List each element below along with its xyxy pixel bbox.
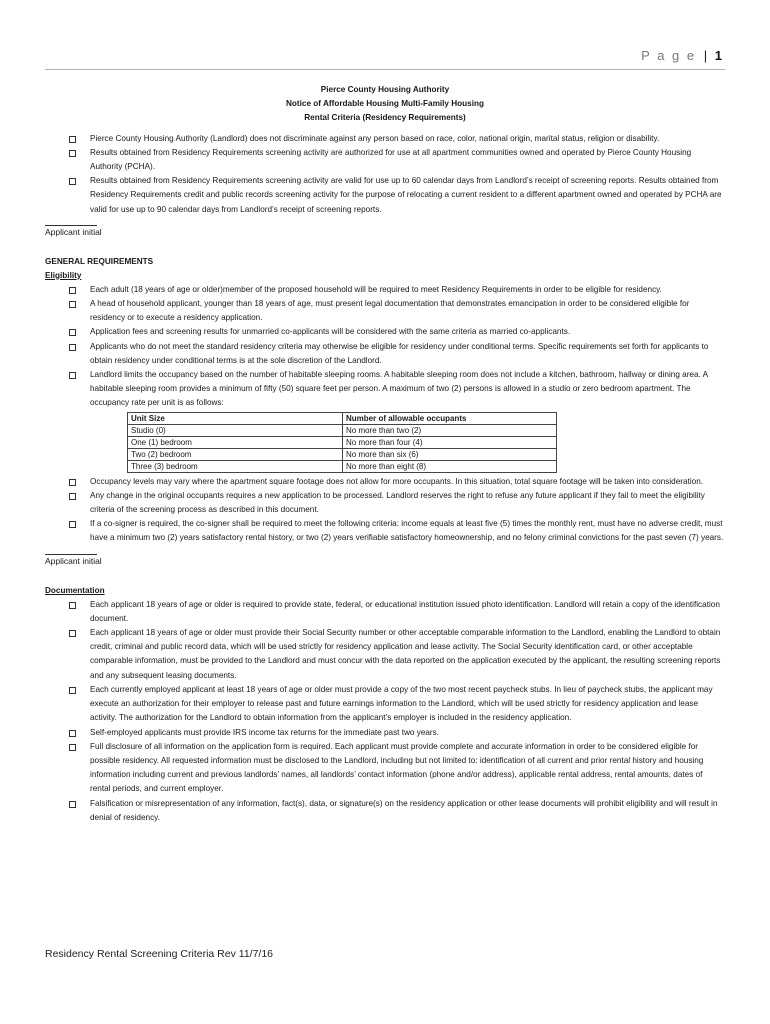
list-item: Results obtained from Residency Requirements screening activity are valid for use up to 60 calendar days from Landlord’s receipt of screening reports. Results obtained from Residency Requirements credit and public records screening activity for the purpose of relocating a current resident to a different apartment owned and operated by PCHA are valid for use up to 90 calendar days from Landlord’s receipt of screening reports. — [45, 174, 725, 217]
eligibility-list — [45, 283, 725, 411]
table-header-occupants: Number of allowable occupants — [343, 412, 557, 424]
checkbox-icon — [69, 329, 76, 336]
documentation-heading: Documentation — [45, 585, 105, 595]
table-row — [128, 424, 557, 436]
checkbox-icon — [69, 372, 76, 379]
eligibility-list-continued — [45, 475, 725, 546]
table-cell: No more than eight (8) — [343, 460, 557, 472]
table-cell: No more than six (6) — [343, 448, 557, 460]
list-item: Pierce County Housing Authority (Landlord) does not discriminate against any person based on race, color, national origin, marital status, religion or disability. — [45, 132, 725, 146]
checkbox-icon — [69, 287, 76, 294]
list-item: If a co-signer is required, the co-signer shall be required to meet the following criteria: income equals at least five (5) times the monthly rent, must have no adverse credit, must have a minimum two (2) years satisfactory rental history, or two (2) years verifiable satisfactory homeownership, and no felony criminal convictions for the past seven (7) years. — [45, 517, 725, 545]
list-item: Landlord limits the occupancy based on the number of habitable sleeping rooms. A habitable sleeping room does not include a kitchen, bathroom, hallway or dining area. A habitable sleeping room provides a minimum of fifty (50) square feet per person. A maximum of two (2) persons is allowed in a studio or zero bedroom apartment. The occupancy rate per unit is as follows: — [45, 368, 725, 411]
checkbox-icon — [69, 602, 76, 609]
eligibility-heading: Eligibility — [45, 270, 82, 280]
list-item: A head of household applicant, younger than 18 years of age, must present legal documentation that demonstrates emancipation in order to be considered eligible for residency or to execute a residency application. — [45, 297, 725, 325]
table-header-unit-size: Unit Size — [128, 412, 343, 424]
applicant-initial-block-1 — [45, 225, 725, 239]
table-row — [128, 448, 557, 460]
title-line-3: Rental Criteria (Residency Requirements) — [304, 113, 466, 123]
table-header-row — [128, 412, 557, 424]
table-cell: Three (3) bedroom — [128, 460, 343, 472]
applicant-initial-block-2 — [45, 554, 725, 568]
document-title — [45, 83, 725, 126]
checkbox-icon — [69, 150, 76, 157]
checkbox-icon — [69, 687, 76, 694]
checkbox-icon — [69, 801, 76, 808]
checkbox-icon — [69, 479, 76, 486]
checkbox-icon — [69, 730, 76, 737]
applicant-initial-label: Applicant initial — [45, 555, 102, 566]
list-item: Each applicant 18 years of age or older is required to provide state, federal, or educational institution issued photo identification. Landlord will retain a copy of the identification document. — [45, 598, 725, 626]
list-item: Each currently employed applicant at least 18 years of age or older must provide a copy of the two most recent paycheck stubs. In lieu of paycheck stubs, the applicant may execute an authorization for their employer to release past and future earnings information to the Landlord, which will be used strictly for residency application and lease activity. The authorization for the Landlord to obtain information from the applicant’s employer is included in the residency application. — [45, 683, 725, 726]
checkbox-icon — [69, 301, 76, 308]
applicant-initial-label: Applicant initial — [45, 226, 102, 237]
header-divider — [45, 69, 725, 70]
table-row — [128, 436, 557, 448]
table-cell: One (1) bedroom — [128, 436, 343, 448]
checkbox-icon — [69, 178, 76, 185]
list-item: Each applicant 18 years of age or older must provide their Social Security number or other acceptable comparable information to the Landlord, enabling the Landlord to obtain credit, criminal and public record data, which will be used strictly for residency application and lease activity. The Social Security identification card, or other acceptable comparable information, must be provided to the Landlord and must concur with the data reported on the application executed by the applicant, the resulting screening reports and any subsequent leasing documents. — [45, 626, 725, 683]
page-separator: | — [703, 48, 710, 63]
title-line-1: Pierce County Housing Authority — [320, 85, 450, 94]
checkbox-icon — [69, 744, 76, 751]
list-item: Self-employed applicants must provide IRS income tax returns for the immediate past two years. — [45, 726, 725, 740]
table-cell: No more than two (2) — [343, 424, 557, 436]
document-body — [45, 83, 725, 825]
table-row — [128, 460, 557, 472]
checkbox-icon — [69, 344, 76, 351]
general-requirements-heading: GENERAL REQUIREMENTS — [45, 256, 154, 266]
page-number — [641, 48, 722, 63]
table-cell: No more than four (4) — [343, 436, 557, 448]
checkbox-icon — [69, 136, 76, 143]
list-item: Each adult (18 years of age or older)member of the proposed household will be required to meet Residency Requirements in order to be eligible for residency. — [45, 283, 725, 297]
intro-list — [45, 132, 725, 217]
occupancy-table — [127, 412, 557, 473]
title-line-2: Notice of Affordable Housing Multi-Family Housing — [285, 99, 484, 109]
list-item: Any change in the original occupants requires a new application to be processed. Landlord reserves the right to refuse any future applicant if they fail to meet the eligibility criteria of the screening process as described in this document. — [45, 489, 725, 517]
page-number-value: 1 — [714, 48, 722, 63]
checkbox-icon — [69, 493, 76, 500]
checkbox-icon — [69, 630, 76, 637]
page-label: P a g e — [641, 48, 697, 63]
list-item: Falsification or misrepresentation of any information, fact(s), data, or signature(s) on the residency application or other lease documents will prohibit eligibility and will result in denial of residency. — [45, 797, 725, 825]
list-item: Results obtained from Residency Requirements screening activity are authorized for use at all apartment communities owned and operated by Pierce County Housing Authority (PCHA). — [45, 146, 725, 174]
list-item: Application fees and screening results for unmarried co-applicants will be considered with the same criteria as married co-applicants. — [45, 325, 725, 339]
documentation-list — [45, 598, 725, 825]
table-cell: Studio (0) — [128, 424, 343, 436]
list-item: Applicants who do not meet the standard residency criteria may otherwise be eligible for residency under conditional terms. Specific requirements set forth for applicants to obtain residency under conditional terms is at the sole discretion of the Landlord. — [45, 340, 725, 368]
table-cell: Two (2) bedroom — [128, 448, 343, 460]
list-item: Full disclosure of all information on the application form is required. Each applicant must provide complete and accurate information in order to be considered eligible for possible residency. All requested information must be disclosed to the Landlord, including but not limited to: identification of all current and prior rental history and housing information including current and previous landlords’ names, all landlords’ contact information (phone and/or address), applicable rental address, rental amounts, dates of rental periods, and current employer. — [45, 740, 725, 797]
checkbox-icon — [69, 521, 76, 528]
page-footer: Residency Rental Screening Criteria Rev 11/7/16 — [45, 948, 274, 960]
list-item: Occupancy levels may vary where the apartment square footage does not allow for more occupants. In this situation, total square footage will be taken into consideration. — [45, 475, 725, 489]
